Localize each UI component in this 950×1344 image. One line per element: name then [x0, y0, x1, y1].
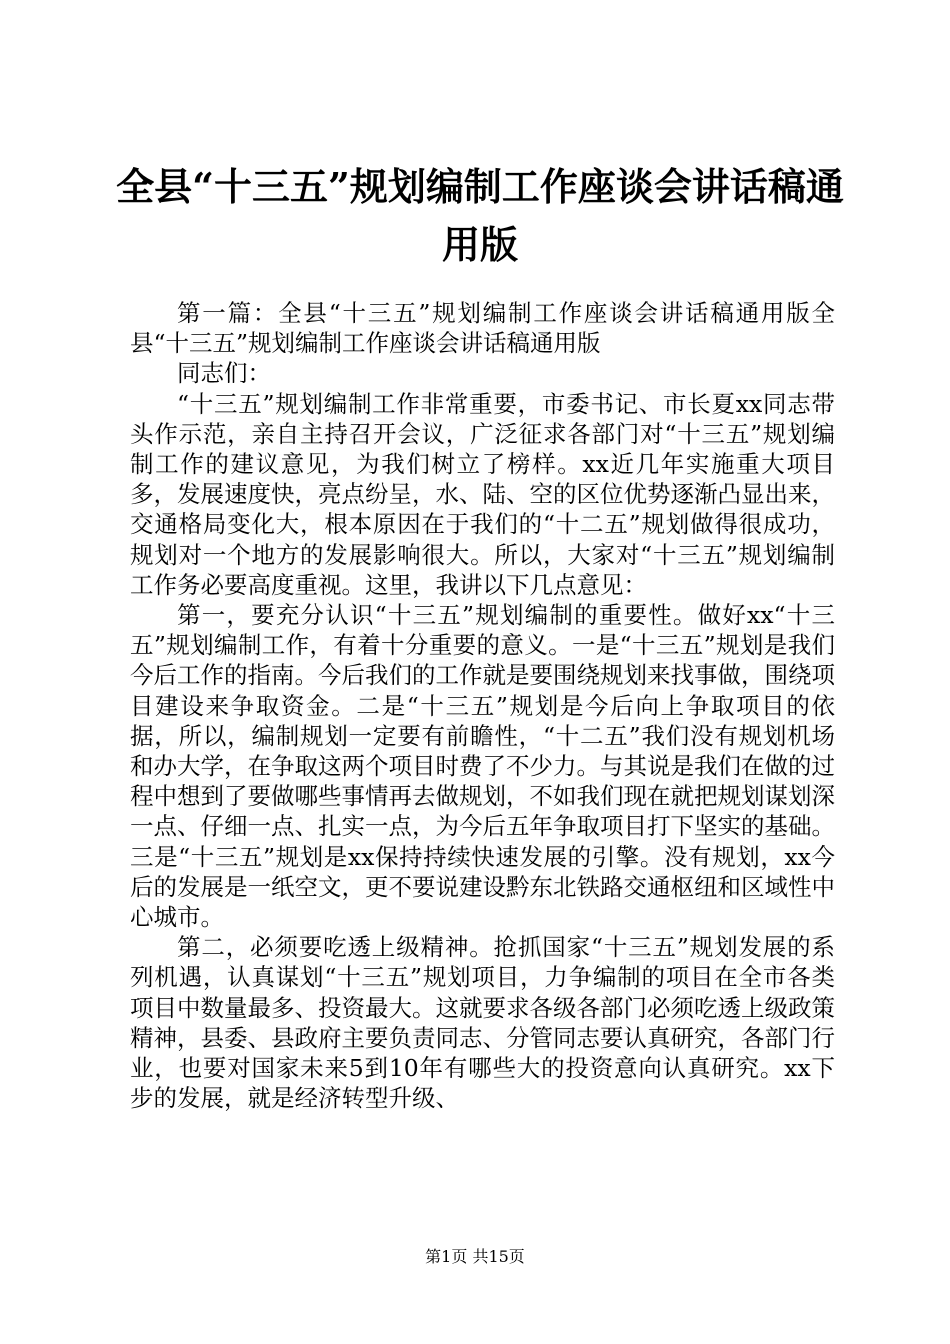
paragraph-intro: “十三五”规划编制工作非常重要，市委书记、市长夏xx同志带头作示范，亲自主持召开会议，广泛征求各部门对“十三五”规划编制工作的建议意见，为我们树立了榜样。xx近几年实施重大项目多，发展速度快，亮点纷呈，水、陆、空的区位优势逐渐凸显出来，交通格局变化大，根本原因在于我们的“十二五”规划做得很成功，规划对一个地方的发展影响很大。所以，大家对“十三五”规划编制工作务必要高度重视。这里，我讲以下几点意见： — [130, 389, 835, 599]
paragraph-point-one: 第一，要充分认识“十三五”规划编制的重要性。做好xx“十三五”规划编制工作，有着十分重要的意义。一是“十三五”规划是我们今后工作的指南。今后我们的工作就是要围绕规划来找事做，围绕项目建设来争取资金。二是“十三五”规划是今后向上争取项目的依据，所以，编制规划一定要有前瞻性，“十二五”我们没有规划机场和办大学，在争取这两个项目时费了不少力。与其说是我们在做的过程中想到了要做哪些事情再去做规划，不如我们现在就把规划谋划深一点、仔细一点、扎实一点，为今后五年争取项目打下坚实的基础。三是“十三五”规划是xx保持持续快速发展的引擎。没有规划，xx今后的发展是一纸空文，更不要说建设黔东北铁路交通枢纽和区域性中心城市。 — [130, 601, 835, 932]
paragraph-salutation: 同志们： — [177, 359, 271, 388]
paragraph-point-two: 第二，必须要吃透上级精神。抢抓国家“十三五”规划发展的系列机遇，认真谋划“十三五”规划项目，力争编制的项目在全市各类项目中数量最多、投资最大。这就要求各级各部门必须吃透上级政策精神，县委、县政府主要负责同志、分管同志要认真研究，各部门行业，也要对国家未来5到10年有哪些大的投资意向认真研究。xx下步的发展，就是经济转型升级、 — [130, 933, 835, 1113]
page-footer: 第1页 共15页 — [425, 1247, 525, 1266]
paragraph-heading: 第一篇：全县“十三五”规划编制工作座谈会讲话稿通用版全县“十三五”规划编制工作座谈会讲话稿通用版 — [130, 299, 835, 358]
document-title: 全县“十三五”规划编制工作座谈会讲话稿通用版 — [116, 164, 844, 267]
document-body — [130, 298, 835, 1113]
